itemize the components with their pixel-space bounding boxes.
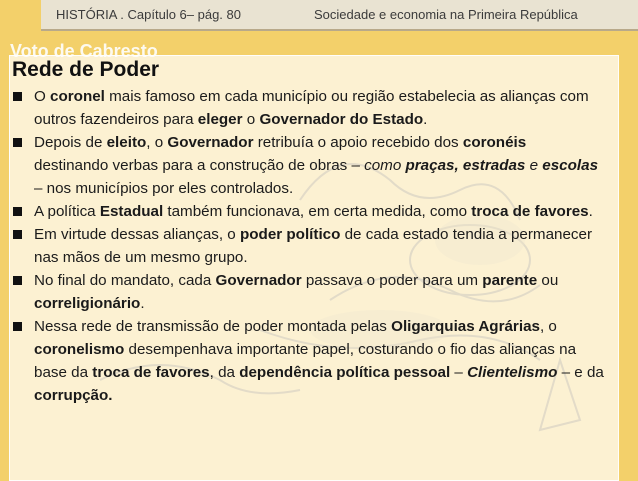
bullet-text-run: troca de favores: [92, 364, 210, 381]
bullet-item: [12, 85, 604, 131]
bullet-text-run: Em virtude dessas alianças, o: [34, 226, 240, 243]
bullet-text-run: eleito: [106, 134, 147, 151]
bullet-text-run: .: [140, 295, 145, 312]
bullet-text-run: , o: [539, 318, 557, 335]
bullet-text-run: troca de favores: [471, 203, 589, 220]
bullet-text-run: correligionário: [34, 295, 141, 312]
square-bullet-icon: [13, 207, 22, 216]
bullet-item: [12, 269, 604, 315]
bullet-text-run: – e da: [557, 364, 604, 381]
bullet-text-run: como: [364, 157, 406, 174]
bullet-item: [12, 200, 604, 223]
bullet-text-run: , da: [209, 364, 240, 381]
bullet-text-run: parente: [482, 272, 538, 289]
bullet-text-run: escolas: [542, 157, 599, 174]
bullet-text-run: – nos municípios por eles controlados.: [34, 180, 294, 197]
square-bullet-icon: [13, 138, 22, 147]
bullet-item: [12, 223, 604, 269]
bullet-text-run: , o: [146, 134, 168, 151]
header-subject-label: Sociedade e economia na Primeira República: [314, 7, 578, 22]
slide-title: Rede de Poder: [12, 58, 160, 81]
bullet-text-run: Governador do Estado: [259, 111, 424, 128]
bullet-text-run: .: [588, 203, 593, 220]
bullet-text-run: coronel: [50, 88, 105, 105]
bullet-text-run: Oligarquias Agrárias: [391, 318, 540, 335]
bullet-text-run: poder político: [239, 226, 341, 243]
ghost-title: Voto de Cabresto: [10, 41, 158, 61]
bullet-text-run: praças, estradas: [405, 157, 526, 174]
bullet-text-run: também funcionava, em certa medida, como: [163, 203, 472, 220]
header-bar: [41, 0, 638, 31]
bullet-text-run: o: [242, 111, 260, 128]
header-chapter-label: HISTÓRIA . Capítulo 6– pág. 80: [56, 7, 241, 22]
bullet-text-run: corrupção.: [34, 387, 113, 404]
square-bullet-icon: [13, 276, 22, 285]
bullet-text-run: coronéis: [462, 134, 527, 151]
bullet-item: [12, 131, 604, 200]
bullet-text-run: coronelismo: [34, 341, 125, 358]
bullet-text-run: eleger: [197, 111, 243, 128]
bullet-text-run: passava o poder para um: [301, 272, 483, 289]
bullet-text-run: O: [34, 88, 51, 105]
header-left-stripe: [0, 0, 41, 29]
bullet-text-run: Governador: [215, 272, 302, 289]
bullet-text-run: dependência política pessoal: [239, 364, 451, 381]
bullet-text-run: desempenhava importante papel, costurando o fio das alianças na base da: [34, 341, 577, 381]
square-bullet-icon: [13, 322, 22, 331]
bullet-list: [12, 85, 604, 407]
bullet-text-run: mais famoso em cada município ou região estabelecia as alianças com outros fazendeiros para: [34, 88, 589, 128]
bullet-text-run: destinando verbas para a construção de obras –: [34, 157, 365, 174]
bullet-text-run: e: [525, 157, 543, 174]
bullet-item: [12, 315, 604, 407]
bullet-text-run: .: [423, 111, 428, 128]
bullet-text-run: Depois de: [34, 134, 107, 151]
bullet-text-run: A política: [34, 203, 100, 220]
bullet-text-run: retribuía o apoio recebido dos: [253, 134, 463, 151]
bullet-text-run: ou: [537, 272, 559, 289]
bullet-text-run: No final do mandato, cada: [34, 272, 216, 289]
bullet-text-run: Governador: [167, 134, 254, 151]
square-bullet-icon: [13, 92, 22, 101]
bullet-text-run: Clientelismo: [467, 364, 558, 381]
bullet-text-run: Nessa rede de transmissão de poder montada pelas: [34, 318, 392, 335]
square-bullet-icon: [13, 230, 22, 239]
bullet-text-run: –: [450, 364, 468, 381]
bullet-text-run: Estadual: [99, 203, 164, 220]
bullet-text-run: de cada estado tendia a permanecer nas mãos de um mesmo grupo.: [34, 226, 593, 266]
